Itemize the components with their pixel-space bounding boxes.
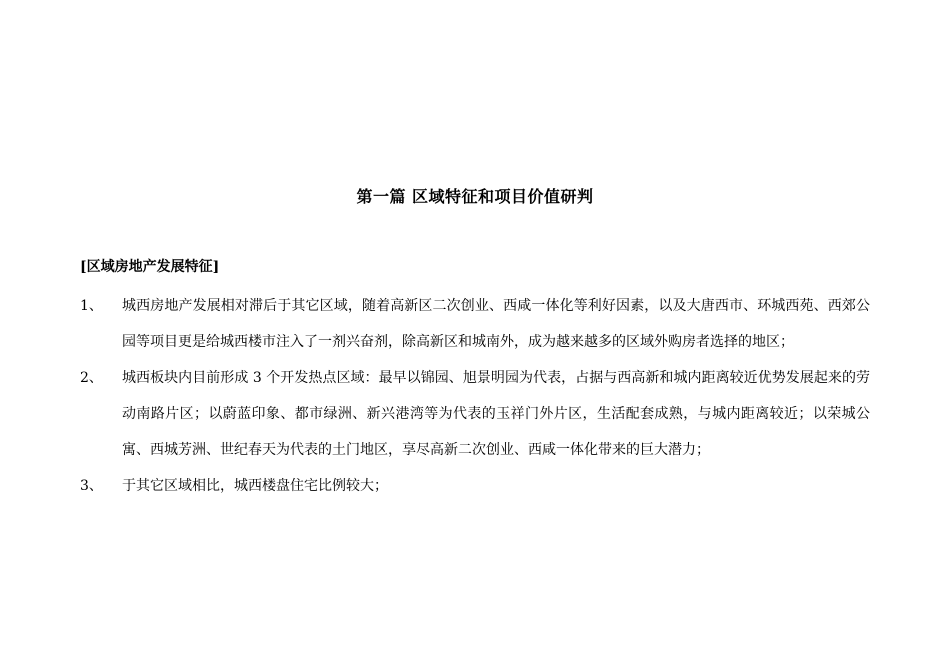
list-item-2 [80,360,870,468]
list-item-text: 城西房地产发展相对滞后于其它区域，随着高新区二次创业、西咸一体化等利好因素，以及大唐西市、环城西苑、西郊公园等项目更是给城西楼市注入了一剂兴奋剂，除高新区和城南外，成为越来越多的区域外购房者选择的地区； [122,298,870,350]
list-item-1 [80,288,870,360]
list-item-text: 于其它区域相比，城西楼盘住宅比例较大； [122,478,388,494]
list-marker: 2、 [80,370,103,386]
list-item-3 [80,468,870,504]
list-marker: 3、 [80,478,103,494]
feature-list [80,288,870,504]
chapter-title: 第一篇 区域特征和项目价值研判 [356,187,594,206]
list-item-text: 城西板块内目前形成 3 个开发热点区域：最早以锦园、旭景明园为代表，占据与西高新和城内距离较近优势发展起来的劳动南路片区；以蔚蓝印象、都市绿洲、新兴港湾等为代表的玉祥门外片区，生活配套成熟，与城内距离较近；以荣城公寓、西城芳洲、世纪春天为代表的土门地区，享尽高新二次创业、西咸一体化带来的巨大潜力； [122,370,870,458]
section-heading: [区域房地产发展特征] [80,259,220,275]
list-marker: 1、 [80,298,103,314]
